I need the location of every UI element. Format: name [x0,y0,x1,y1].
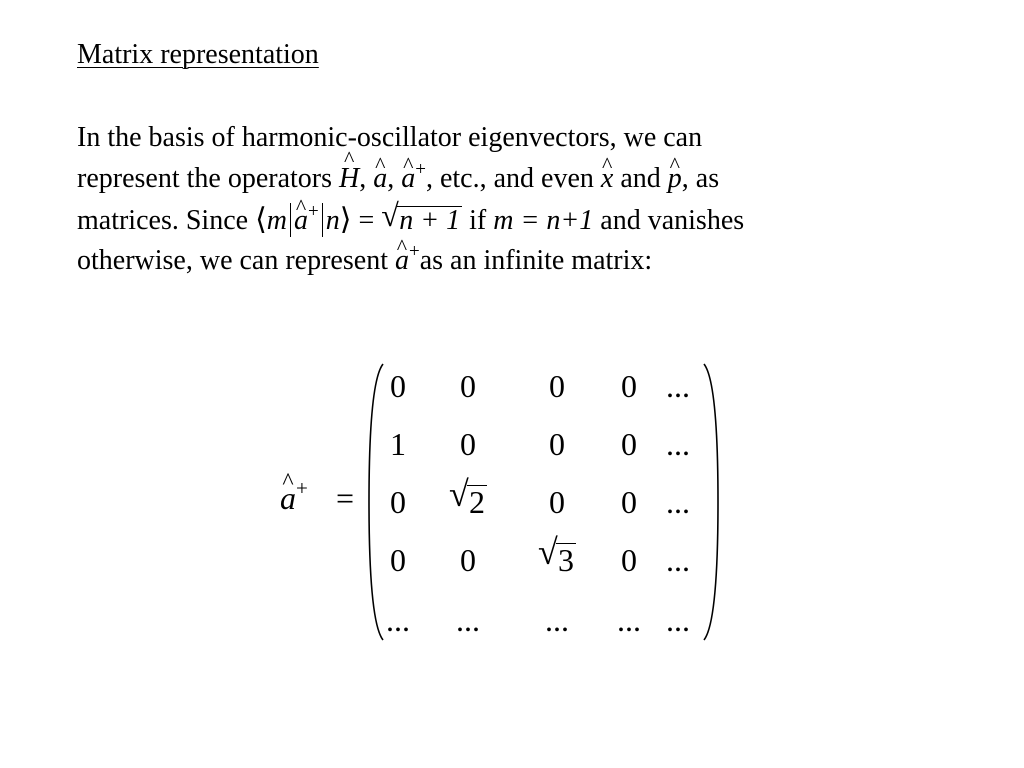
line4-prefix: otherwise, we can represent [77,245,388,276]
page-title: Matrix representation [77,39,319,70]
matrix-cell-r5-c4: ... [617,602,641,638]
bra-m: m [266,205,288,236]
and-text: and [620,163,661,194]
matrix-cell-r3-c4: 0 [621,484,637,520]
paragraph-line-3 [77,197,957,241]
ket-n: n [325,205,340,236]
bar-separator-2 [322,203,323,237]
plus-superscript-inline: + [308,201,319,222]
matrix-cell-r4-c5: ... [666,542,690,578]
matrix-lhs [280,478,308,522]
line2-prefix: represent the operators [77,163,332,194]
matrix-lhs-a-hat: ^ a [280,478,296,518]
paragraph-line-2: represent the operators ^ H, ^ a, ^ a+, etc., and even ^ x and ^ p, as [77,162,957,199]
sqrt-expression [381,197,462,238]
comma: , [359,163,374,194]
line4-suffix: as an infinite matrix: [419,245,653,276]
matrix-cell-r3-c5: ... [666,484,690,520]
matrix-cell-r5-c2: ... [456,602,480,638]
paragraph-line-1: In the basis of harmonic-oscillator eigenvectors, we can [77,122,703,153]
as-text: as [695,163,720,194]
matrix-cell-r1-c1: 0 [390,368,406,404]
sqrt-icon: √ [449,474,469,514]
matrix-cell-r2-c2: 0 [460,426,476,462]
matrix-lhs-plus: + [296,476,308,500]
sqrt-content: n + 1 [399,205,461,236]
sqrt-radicand: 3 [558,542,574,578]
matrix-cell-r1-c3: 0 [549,368,565,404]
operator-x-hat: ^ x [601,162,613,196]
operator-a-dagger-line4: ^ a [395,244,409,278]
and-even-text: and even [493,163,594,194]
matrix-cell-r3-c1: 0 [390,484,406,520]
left-angle: ⟨ [255,203,267,236]
operator-H-hat: ^ H [339,162,359,196]
plus-superscript: + [415,159,426,180]
operator-a-dagger: ^ a [401,162,415,196]
matrix-sqrt [538,532,576,580]
matrix-cell-r3-c3: 0 [549,484,565,520]
matrix-equals: = [336,480,355,516]
sqrt-icon: √ [538,532,558,572]
operator-a-dagger-inline: ^ a [294,204,308,238]
matrix-cell-r5-c3: ... [545,602,569,638]
sqrt-icon: √ [381,197,399,233]
matrix-cell-r4-c3 [527,532,587,580]
matrix-cell-r4-c2: 0 [460,542,476,578]
operator-a-hat: ^ a [373,162,387,196]
matrix-cell-r5-c5: ... [666,602,690,638]
matrix-cell-r2-c5: ... [666,426,690,462]
sqrt-radicand: 2 [469,484,485,520]
matrix-cell-r2-c1: 1 [390,426,406,462]
line3-prefix: matrices. Since [77,205,249,236]
etc-text: , etc., [425,163,487,194]
plus-superscript-line4: + [408,241,420,262]
if-text: if [469,205,487,236]
matrix-cell-r3-c2 [438,474,498,522]
matrix-cell-r5-c1: ... [386,602,410,638]
equals-sign: = [358,205,375,236]
line3-suffix: and vanishes [600,205,745,236]
bar-separator [290,203,291,237]
paragraph-line-4 [77,241,957,281]
matrix-cell-r2-c3: 0 [549,426,565,462]
matrix-cell-r4-c4: 0 [621,542,637,578]
matrix-cell-r2-c4: 0 [621,426,637,462]
condition: m = n+1 [493,205,594,236]
right-angle: ⟩ [339,203,352,236]
matrix-cell-r4-c1: 0 [390,542,406,578]
matrix-cell-r1-c2: 0 [460,368,476,404]
matrix-cell-r1-c5: ... [666,368,690,404]
matrix-cell-r1-c4: 0 [621,368,637,404]
matrix-sqrt [449,474,487,522]
operator-p-hat: ^ p [668,162,682,196]
